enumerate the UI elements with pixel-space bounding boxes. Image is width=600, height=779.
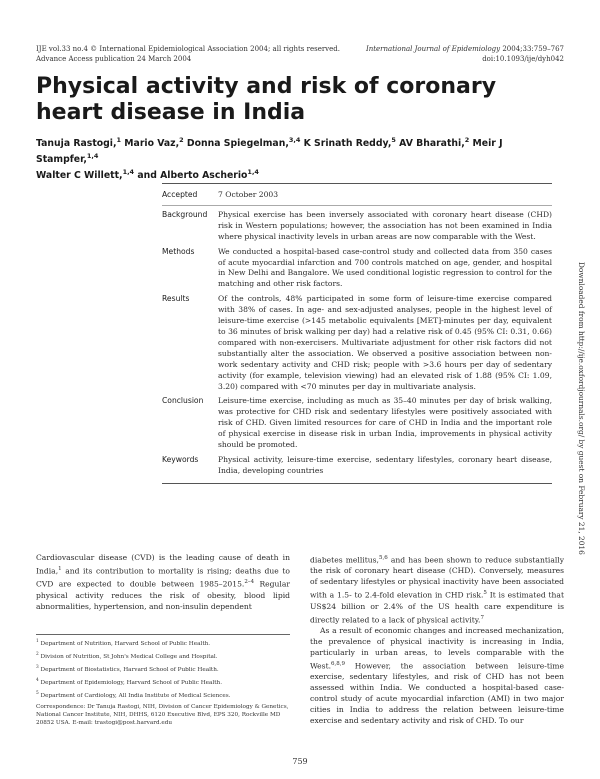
footnote [36, 664, 290, 674]
abstract-methods-row [162, 247, 552, 291]
footnote-number: 4 [36, 677, 39, 683]
author-affiliation-mark: 2 [179, 136, 184, 144]
copyright-line: IJE vol.33 no.4 © International Epidemiological Association 2004; all rights reserved. [36, 45, 340, 53]
footnote [36, 677, 290, 687]
author-affiliation-mark: 1,4 [86, 152, 99, 161]
footnote-number: 1 [36, 639, 39, 644]
body-text: It is estimated that US$24 billion or 2.4% of the US health care expenditure is directly related to a lack of physical activity. [310, 590, 565, 625]
citation-mark: 6,8,9 [331, 660, 346, 667]
author-affiliation-mark: 2 [464, 136, 470, 144]
abstract-accepted-row [162, 190, 552, 206]
citation-mark: 2–4 [244, 579, 255, 586]
body-text: However, the association between leisure-time exercise, sedentary lifestyles, and risk of CHD has not been assessed within India. We conducted a hospital-based case-control study of acute myocardial infarction (AMI) in two major cities in India to address the relation between leisure-time exercise and sedentary activity and risk of CHD. To our [310, 661, 564, 725]
abstract-conclusion-row [162, 396, 552, 451]
footnote-text: Division of Nutrition, St John's Medical College and Hospital. [38, 653, 218, 660]
body-text: diabetes mellitus, [310, 555, 379, 565]
footnote-text: Department of Epidemiology, Harvard School of Public Health. [38, 679, 223, 686]
author-name: Donna Spiegelman, [183, 138, 289, 150]
footnote [36, 690, 290, 700]
abstract-background-text: Physical exercise has been inversely associated with coronary heart disease (CHD) risk in Western populations; however, the association has not been examined in India where physical inactivity levels in urban areas are now comparable with the West. [218, 209, 552, 241]
correspondence-note: Correspondence: Dr Tanuja Rastogi, NIH, Division of Cancer Epidemiology & Genetics, National Cancer Institute, NIH, DHHS, 6120 Executive Blvd, EPS 320, Rockville MD 20852 USA. E-mail: trastogi@post.harvard.edu [36, 703, 289, 727]
author-affiliation-mark: 1,4 [122, 168, 135, 177]
author-affiliation-mark: 5 [391, 136, 396, 144]
abstract-label: Methods [162, 246, 195, 256]
abstract-background-row [162, 210, 552, 243]
author-name: and Alberto Ascherio [134, 170, 248, 182]
journal-name: International Journal of Epidemiology [365, 45, 501, 53]
journal-volume: 2004;33:759–767 [500, 45, 564, 53]
author-name: Meir J Stampfer, [36, 138, 503, 166]
body-text: and has been shown to reduce substantially the risk of coronary heart disease (CHD). Conversely, measures of sedentary lifestyles or physical inactivity have been associated with a 1.5- to 2.4-fold elevation in CHD risk. [310, 555, 564, 600]
author-affiliation-mark: 1 [116, 136, 122, 144]
journal-citation [366, 44, 564, 54]
citation-mark: 5 [483, 590, 487, 597]
accepted-date: 7 October 2003 [218, 190, 279, 199]
abstract-conclusion-text: Leisure-time exercise, including as much as 35–40 minutes per day of brisk walking, was protective for CHD risk and sedentary lifestyles were positively associated with risk of CHD. Given limited resources for care of CHD in India and the important role of physical exercise in disease risk in urban India, improvements in physical activity should be promoted. [218, 396, 552, 450]
citation-mark: 7 [480, 614, 484, 621]
abstract-keywords-text: Physical activity, leisure-time exercise, sedentary lifestyles, coronary heart disease, India, developing countries [218, 454, 552, 475]
author-name: AV Bharathi, [395, 138, 465, 150]
body-text: As a result of economic changes and increased mechanization, the prevalence of physical inactivity is increasing in India, particularly in urban areas, to levels comparable with the West. [310, 626, 564, 671]
body-column-right [310, 553, 564, 727]
footnote-text: Department of Cardiology, All India Institute of Medical Sciences. [38, 692, 231, 699]
doi: doi:10.1093/ije/dyh042 [482, 55, 564, 63]
body-paragraph [36, 553, 290, 613]
abstract-box [162, 183, 552, 484]
article-title: Physical activity and risk of coronary heart disease in India [36, 74, 497, 125]
author-name: Tanuja Rastogi, [36, 138, 117, 150]
citation-mark: 5,6 [378, 555, 388, 561]
publication-date-line: Advance Access publication 24 March 2004 [36, 55, 192, 63]
author-list [36, 134, 566, 182]
author-name: K Srinath Reddy, [300, 138, 392, 150]
footnote [36, 638, 290, 648]
download-watermark: Downloaded from http://ije.oxfordjournals.org/ by guest on February 21, 2016 [577, 262, 586, 555]
page-number: 759 [292, 757, 308, 766]
body-paragraph [310, 626, 564, 727]
footnote-number: 3 [36, 664, 39, 670]
abstract-label: Results [162, 294, 190, 304]
abstract-label: Conclusion [162, 396, 204, 406]
header-right [366, 44, 564, 64]
author-name: Mario Vaz, [121, 138, 180, 150]
footnotes [36, 634, 290, 727]
body-text: Cardiovascular disease (CVD) is the leading cause of death in India, [36, 553, 290, 576]
header-left [36, 44, 340, 64]
abstract-results-row [162, 294, 552, 392]
footnote-text: Department of Nutrition, Harvard School of Public Health. [38, 640, 211, 647]
body-text: and its contribution to mortality is rising; deaths due to CVD are expected to double between 1985–2015. [36, 566, 290, 589]
abstract-label: Background [162, 209, 208, 219]
abstract-label: Keywords [162, 454, 199, 464]
body-column-left [36, 553, 290, 613]
author-name: Walter C Willett, [36, 170, 123, 182]
abstract-results-text: Of the controls, 48% participated in some form of leisure-time exercise compared with 38% of cases. In age- and sex-adjusted analyses, people in the highest level of leisure-time exercise (>145 metabolic equivalents [MET]-minutes per day, equivalent to 36 minutes of brisk walking per day) had a relative risk of 0.45 (95% CI: 0.31, 0.66) compared with non-exercisers. Multivariate adjustment for other risk factors did not substantially alter the association. We observed a positive association between non-work sedentary activity and CHD risk; people with >3.6 hours per day of sedentary activity (for example, television viewing) had an elevated risk of 1.88 (95% CI: 1.09, 3.20) compared with <70 minutes per day in multivariate analysis. [218, 294, 552, 391]
citation-mark: 1 [58, 565, 62, 572]
footnote-text: Department of Biostatistics, Harvard School of Public Health. [38, 666, 219, 673]
author-affiliation-mark: 1,4 [247, 168, 259, 177]
footnote-number: 2 [36, 651, 39, 657]
abstract-label: Accepted [162, 190, 198, 199]
body-text: Regular physical activity reduces the risk of obesity, blood lipid abnormalities, hypertension, and non-insulin dependent [36, 579, 290, 611]
footnote [36, 651, 290, 661]
body-paragraph [310, 553, 564, 626]
author-affiliation-mark: 3,4 [288, 136, 301, 144]
abstract-methods-text: We conducted a hospital-based case-control study and collected data from 350 cases of acute myocardial infarction and 700 controls matched on age, gender, and hospital in New Delhi and Bangalore. We used conditional logistic regression to control for the matching and other risk factors. [218, 246, 552, 289]
footnote-number: 5 [36, 690, 39, 696]
abstract-keywords-row [162, 455, 552, 477]
